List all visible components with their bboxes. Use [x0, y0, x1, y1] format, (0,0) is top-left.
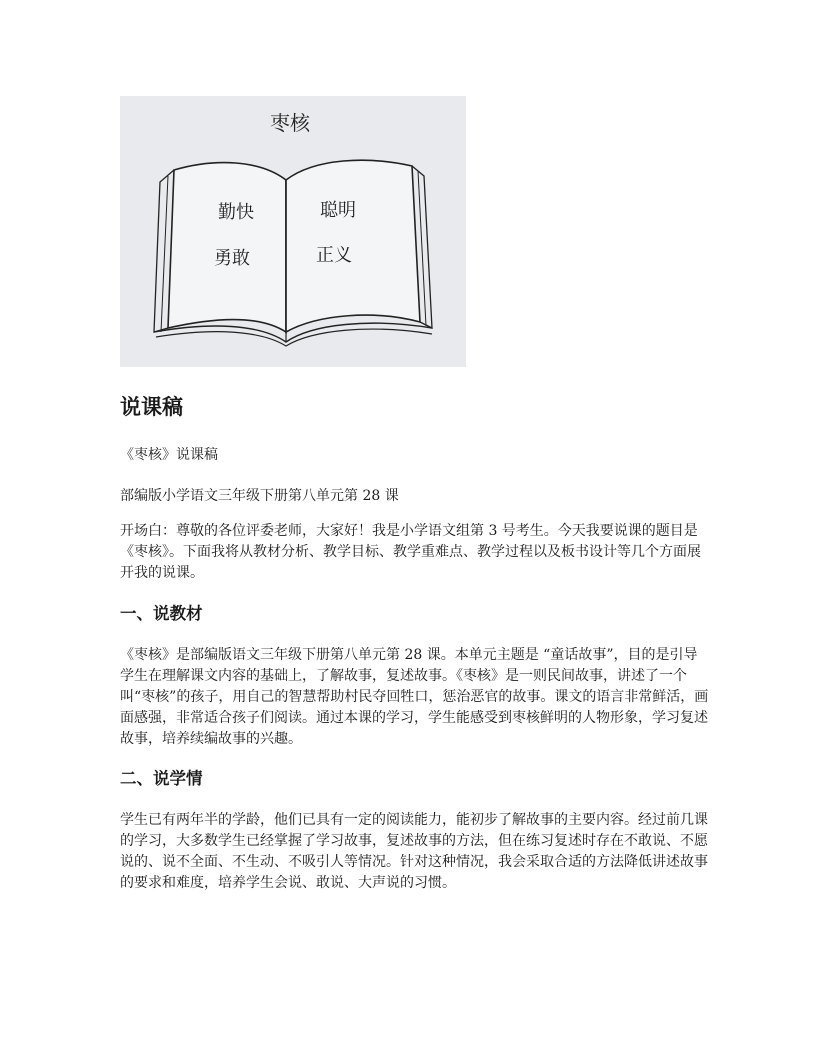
photo-left-word-2: 勇敢 [214, 248, 250, 269]
lesson-title: 《枣核》说课稿 [120, 447, 218, 463]
open-book-illustration [120, 96, 466, 367]
photo-right-word-2: 正义 [316, 245, 352, 266]
intro-paragraph: 开场白：尊敬的各位评委老师，大家好！我是小学语文组第 3 号考生。今天我要说课的题目是《枣核》。下面我将从教材分析、教学目标、教学重难点、教学过程以及板书设计等几个方面展开我的说课。 [120, 523, 701, 581]
section-text-materials: 《枣核》是部编版语文三年级下册第八单元第 28 课。本单元主题是 “童话故事”，目的是引导学生在理解课文内容的基础上，了解故事，复述故事。《枣核》是一则民间故事，讲述了一个叫“枣核”的孩子，用自己的智慧帮助村民夺回牲口，惩治恶官的故事。课文的语言非常鲜活，画面感强，非常适合孩子们阅读。通过本课的学习，学生能感受到枣核鲜明的人物形象，学习复述故事，培养续编故事的兴趣。 [120, 647, 709, 747]
section-text-learners: 学生已有两年半的学龄，他们已具有一定的阅读能力，能初步了解故事的主要内容。经过前几课的学习，大多数学生已经掌握了学习故事，复述故事的方法，但在练习复述时存在不敢说、不愿说的、说不全面、不生动、不吸引人等情况。针对这种情况，我会采取合适的方法降低讲述故事的要求和难度，培养学生会说、敢说、大声说的习惯。 [120, 812, 708, 891]
book-sketch-photo [120, 96, 466, 367]
document-heading: 说课稿 [120, 395, 183, 419]
unit-line: 部编版小学语文三年级下册第八单元第 28 课 [120, 488, 399, 504]
document-page [120, 96, 710, 894]
section-heading-materials: 一、说教材 [120, 604, 203, 623]
photo-right-word-1: 聪明 [320, 200, 356, 221]
section-heading-learners: 二、说学情 [120, 769, 203, 788]
photo-left-word-1: 勤快 [218, 202, 254, 223]
photo-title: 枣核 [270, 111, 310, 135]
